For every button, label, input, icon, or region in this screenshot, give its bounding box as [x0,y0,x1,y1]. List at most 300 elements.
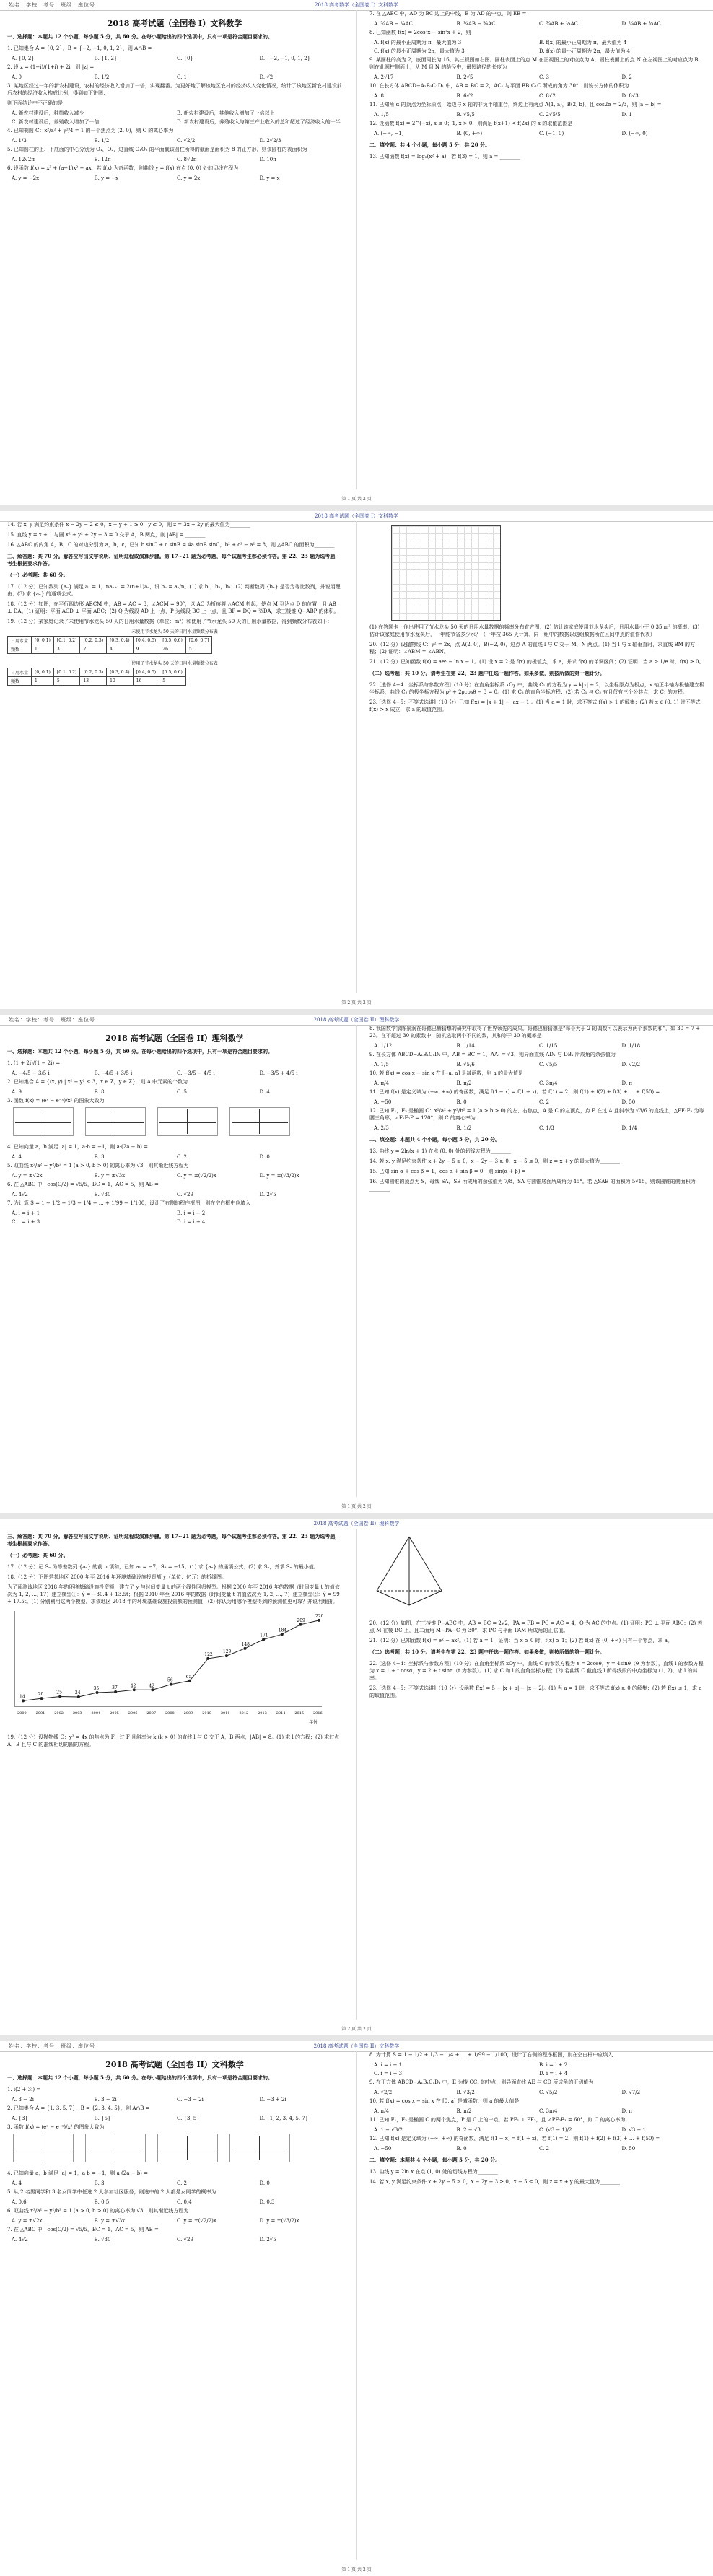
answer-option: D. 新农村建设后，养殖收入与第三产业收入的总和超过了经济收入的一半 [177,119,341,125]
question-text: 15. 已知 sin α + cos β = 1，cos α + sin β = 0，则 sin(α + β) = ________ [369,1169,548,1174]
pyramid-diagram [369,1533,449,1612]
answer-option: D. ¼AB + ¾AC [621,21,661,27]
left-column [7,521,342,993]
answer-option: B. √5/6 [456,1062,475,1067]
answer-options [369,1125,704,1132]
answer-option: B. π/2 [456,1080,472,1086]
question-text: 10. 若 f(x) = cos x − sin x 在 [−a, a] 是减函数，则 a 的最大值是 [369,1070,524,1076]
answer-options [369,2108,704,2115]
question-text: 14. 若 x, y 满足约束条件 x − 2y − 2 ≤ 0，x − y + 1 ≥ 0，y ≤ 0，则 z = 3x + 2y 的最大值为________ [7,522,250,528]
answer-options [7,2199,342,2206]
answer-options [7,110,342,117]
answer-option: A. y = ±√2x [12,2218,43,2224]
question-text: 15. 直线 y = x + 1 与圆 x² + y² + 2y − 3 = 0 交于 A，B 两点，则 |AB| = ________ [7,532,206,538]
x-tick-label: 2014 [276,1711,286,1716]
answer-option: A. 2/3 [374,1125,389,1131]
table-cell: 9 [133,645,159,654]
answer-option: C. 2 [177,2180,188,2186]
answer-option: D. 2√5 [259,1192,276,1197]
question-text: 13. 已知函数 f(x) = log₂(x² + a)，若 f(3) = 1，则 a = ________ [369,154,520,160]
question-text: 5. 从 2 名男同学和 3 名女同学中任选 2 人参加社区服务，则选中的 2 人都是女同学的概率为 [7,2189,216,2195]
question-text: 9. 某圆柱的高为 2，底面周长为 16，其三视图如右图。圆柱表面上的点 M 在正视图上的对应点为 A，圆柱表面上的点 N 在左视图上的对应点为 B，则在此圆柱侧面上，从 M 到 N 的路径中，最短路径的长度为 [369,57,704,70]
left-column [7,1529,342,2020]
answer-option: B. ¼AB − ¾AC [456,21,496,27]
question-text: 7. 为计算 S = 1 − 1/2 + 1/3 − 1/4 + … + 1/99 − 1/100，设计了右侧的程序框图，则在空白框中应填入 [7,1200,251,1206]
data-label: 220 [315,1613,324,1619]
question-text: 16. 已知圆锥的顶点为 S，母线 SA，SB 所成角的余弦值为 7/8，SA 与圆锥底面所成角为 45°。若 △SAB 的面积为 5√15，则该圆锥的侧面积为________ [369,1179,696,1192]
answer-option: C. 1/15 [539,1043,558,1049]
answer-option: D. √3 − 1 [621,2127,646,2133]
question-text: 6. 在 △ABC 中，cos(C/2) = √5/5，BC = 1，AC = 5，则 AB = [7,1182,159,1187]
answer-option: A. 4 [12,1154,22,1160]
exam-page [0,1519,713,2035]
left-column [7,10,342,489]
answer-option: C. 2 [539,2146,550,2152]
data-point [58,1695,61,1698]
answer-option: B. √5/5 [456,112,475,118]
x-axis-label: 年份 [309,1720,318,1725]
question-text: 7. 在 △ABC 中，AD 为 BC 边上的中线，E 为 AD 的中点，则 EB = [369,11,527,17]
section-instructions: 一、选择题：本题共 12 个小题，每小题 5 分，共 60 分。在每小题给出的四个选项中，只有一项是符合题目要求的。 [7,2074,273,2081]
answer-option: C. 5 [177,1089,188,1095]
question-text: 9. 在正方体 ABCD−A₁B₁C₁D₁ 中，E 为棱 CC₁ 的中点，则异面直线 AE 与 CD 所成角的正切值为 [369,2079,594,2085]
answer-option: C. {0} [177,56,193,61]
question-text: 17.（12 分）记 Sₙ 为等差数列 {aₙ} 的前 n 项和，已知 a₁ = −7，S₃ = −15。(1) 求 {aₙ} 的通项公式；(2) 求 Sₙ，并求 Sₙ 的最小值。 [7,1564,319,1570]
graph-option [157,2134,218,2162]
answer-option: A. {0, 2} [12,56,35,61]
question-text: 19.（12 分）某家庭记录了未使用节水龙头 50 天的日用水量数据（单位：m³）和使用了节水龙头 50 天的日用水量数据，得到频数分布表如下： [7,619,333,624]
answer-option: D. {1, 2, 3, 4, 5, 7} [259,2116,309,2121]
answer-options [369,2070,704,2077]
data-label: 37 [112,1685,118,1690]
table-cell: [0.4, 0.5) [133,637,159,645]
page-header [0,1519,713,1529]
question-text: 1. 已知集合 A = {0, 2}，B = {−2, −1, 0, 1, 2}，则 A∩B = [7,45,152,51]
answer-option: A. y = −2x [12,175,40,181]
answer-option: C. (√3 − 1)/2 [539,2127,572,2133]
exam-page [0,0,713,505]
answer-option: D. y = x [259,175,280,181]
answer-option: C. 0.4 [177,2199,192,2205]
column-divider [356,2051,357,2560]
question-text: 3. 函数 f(x) = (eˣ − e⁻ˣ)/x² 的图象大致为 [7,2124,105,2130]
answer-option: C. √2/2 [177,138,196,144]
question-text: 18.（12 分）下图是某地区 2000 年至 2016 年环境基础设施投资额 y（单位：亿元）的折线图。 [7,1574,227,1580]
answer-option: B. y = ±√3x [94,2218,126,2224]
answer-option: B. {1, 2} [94,56,118,61]
answer-option: B. 2√5 [456,74,473,80]
answer-options [369,1099,704,1106]
section-instructions: 一、选择题：本题共 12 个小题，每小题 5 分，共 60 分。在每小题给出的四个选项中，只有一项是符合题目要求的。 [7,33,273,40]
question-text: 13. 曲线 y = 2ln x 在点 (1, 0) 处的切线方程为________ [369,2169,498,2175]
answer-options [7,2236,342,2243]
answer-option: C. 1/3 [539,1125,554,1131]
answer-options [7,2115,342,2122]
running-title: 2018 高考试题（全国卷 II）理科数学 [313,1017,400,1023]
answer-option: C. −3 − 2i [177,2097,204,2103]
question-text: 1. (1 + 2i)/(1 − 2i) = [7,1060,61,1066]
data-label: 42 [130,1683,136,1689]
question-text: 4. 已知椭圆 C：x²/a² + y²/4 = 1 的一个焦点为 (2, 0)，则 C 的离心率为 [7,128,174,134]
data-point [281,1633,284,1636]
right-column [369,2051,704,2560]
section-heading: （二）选考题：共 10 分。请考生在第 22、23 题中任选一题作答。如果多做，则按所做的第一题计分。 [369,670,605,676]
data-label: 25 [56,1690,62,1695]
answer-options [7,1218,342,1226]
answer-option: A. y = ±√2x [12,1173,43,1179]
question-text: 3. 某地区经过一年的新农村建设，农村的经济收入增加了一倍，实现翻番。为更好地了解该地区农村的经济收入变化情况，统计了该地区新农村建设前后农村的经济收入构成比例，得到如下饼图： [7,83,342,96]
question-text: 11. 已知 F₁，F₂ 是椭圆 C 的两个焦点，P 是 C 上的一点，若 PF₁ ⊥ PF₂，且 ∠PF₂F₁ = 60°，则 C 的离心率为 [369,2117,626,2123]
data-point [170,1683,172,1686]
table-cell: [0.2, 0.3) [80,668,107,677]
answer-option: D. 10π [259,157,276,162]
question-text: 19.（12 分）设抛物线 C：y² = 4x 的焦点为 F，过 F 且斜率为 k (k > 0) 的直线 l 与 C 交于 A，B 两点，|AB| = 8。(1) 求 l 的方程；(2) 求过点 A，B 且与 C 的准线相切的圆的方程。 [7,1734,340,1747]
answer-options [7,1088,342,1096]
answer-options [7,2096,342,2103]
answer-option: C. ¾AB + ¼AC [539,21,579,27]
answer-option: B. √3/2 [456,2090,475,2095]
answer-options [369,1042,704,1049]
x-tick-label: 2011 [220,1711,230,1716]
question-text: 4. 已知向量 a，b 满足 |a| = 1，a·b = −1，则 a·(2a − b) = [7,1144,149,1150]
series-line [23,1617,319,1701]
graph-option [13,1107,74,1136]
x-tick-label: 2000 [17,1711,27,1716]
page-number: 第 2 页 共 2 页 [341,1000,372,1005]
answer-option: D. y = ±(√3/2)x [259,1173,299,1179]
data-label: 122 [204,1651,213,1657]
answer-option: C. 2 [177,1154,188,1160]
answer-option: A. {3} [12,2116,28,2121]
right-column [369,1025,704,1497]
section-heading: （二）选考题：共 10 分。请考生在第 22、23 题中任选一题作答。如果多做，则按所做的第一题计分。 [369,1649,605,1655]
data-point [206,1657,209,1660]
answer-option: D. 1 [621,112,632,118]
section-heading: 二、填空题：本题共 4 个小题，每小题 5 分，共 20 分。 [369,2157,501,2163]
student-info-label: 姓名：学校：考号：班级：座位号 [9,2043,95,2049]
answer-option: C. y = ±(√2/2)x [177,1173,216,1179]
question-text: 21.（12 分）已知函数 f(x) = aeˣ − ln x − 1。(1) 设 x = 2 是 f(x) 的极值点，求 a，并求 f(x) 的单调区间；(2) 证明：当 a ≥ 1/e 时，f(x) ≥ 0。 [369,659,704,665]
question-text: 6. 设函数 f(x) = x³ + (a−1)x² + ax，若 f(x) 为奇函数，则曲线 y = f(x) 在点 (0, 0) 处的切线方程为 [7,165,239,171]
answer-option: A. 0 [12,74,22,80]
page-header [0,511,713,522]
answer-option: C. 3π/4 [539,2108,558,2114]
answer-option: B. 12π [94,157,111,162]
data-label: 129 [222,1649,232,1655]
page-number: 第 1 页 共 2 页 [341,1504,372,1509]
section-heading: 三、解答题：共 70 分。解答应写出文字说明、证明过程或演算步骤。第 17~21 题为必考题，每个试题考生都必须作答。第 22、23 题为选考题，考生根据要求作答。 [7,1533,341,1547]
question-text: 23. [选修 4−5：不等式选讲]（10 分）已知 f(x) = |x + 1| − |ax − 1|。(1) 当 a = 1 时，求不等式 f(x) > 1 的解集；(2) 若 x ∈ (0, 1) 时不等式 f(x) > x 成立，求 a 的取值范围。 [369,699,701,712]
answer-options [7,118,342,126]
question-text: 22. [选修 4−4：坐标系与参数方程]（10 分）在直角坐标系 xOy 中，曲线 C₁ 的方程为 y = k|x| + 2，以坐标原点为极点，x 轴正半轴为极轴建立极坐标系，曲线 C₂ 的极坐标方程为 ρ² + 2ρcosθ − 3 = 0。(1) 求 C₂ 的直角坐标方程；(2) 若 C₁ 与 C₂ 有且仅有三个公共点，求 C₁ 的方程。 [369,682,704,695]
histogram-grid [391,525,501,621]
exam-page [0,1015,713,1513]
graph-option [229,2134,290,2162]
section-heading: 三、解答题：共 70 分。解答应写出文字说明、证明过程或演算步骤。第 17~21 题为必考题，每个试题考生都必须作答。第 22、23 题为选考题，考生根据要求作答。 [7,553,341,567]
answer-options [369,20,704,27]
page-number: 第 2 页 共 2 页 [341,2027,372,2032]
question-text: 10. 若 f(x) = cos x − sin x 在 [0, a] 是减函数，则 a 的最大值是 [369,2098,520,2104]
table-cell: 2 [80,645,107,654]
graph-option [85,2134,146,2162]
answer-option: C. y = ±(√2/2)x [177,2218,216,2224]
answer-option: C. f(x) 的最小正周期为 2π，最大值为 3 [374,48,465,54]
frequency-table [7,668,186,686]
table-cell: [0.2, 0.3) [80,637,107,645]
running-title: 2018 高考数学（全国卷 I）文科数学 [314,2,399,8]
answer-option: C. √29 [177,1192,193,1197]
answer-options [369,2089,704,2096]
table-cell: [0.5, 0.6) [159,668,186,677]
answer-options [369,48,704,55]
data-point [133,1688,136,1691]
answer-option: C. 3π/4 [539,1080,558,1086]
table-cell: 5 [159,677,186,686]
question-text: 17.（12 分）已知数列 {aₙ} 满足 a₁ = 1，naₙ₊₁ = 2(n+1)aₙ，设 bₙ = aₙ/n。(1) 求 b₁，b₂，b₃；(2) 判断数列 {bₙ} 是否为等比数列，并说明理由；(3) 求 {aₙ} 的通项公式。 [7,584,341,597]
answer-option: B. 3 + 2i [94,2097,117,2103]
right-column [369,1529,704,2020]
data-point [151,1688,154,1691]
answer-option: B. √30 [94,1192,111,1197]
answer-options [369,1080,704,1087]
answer-option: D. 2 [621,74,632,80]
question-text: 8. 我国数学家陈景润在哥德巴赫猜想的研究中取得了世界领先的成果。哥德巴赫猜想是“每个大于 2 的偶数可以表示为两个素数的和”，如 30 = 7 + 23。在不超过 30 的素数中，随机选取两个不同的数，其和等于 30 的概率是 [369,1026,700,1039]
data-point [318,1619,320,1622]
left-column [7,2051,342,2560]
answer-option: B. 8 [94,1089,105,1095]
question-text: 7. 在 △ABC 中，cos(C/2) = √5/5，BC = 1，AC = 5，则 AB = [7,2227,159,2232]
answer-option: A. 4 [12,2180,22,2186]
frequency-table [7,636,212,654]
question-text: 16. △ABC 的内角 A，B，C 的对边分别为 a，b，c，已知 b sinC + c sinB = 4a sinB sinC，b² + c² − a² = 8，则 △ABC 的面积为________ [7,542,335,548]
question-text: 11. 已知角 α 的顶点为坐标原点，始边与 x 轴的非负半轴重合，终边上有两点 A(1, a)，B(2, b)，且 cos2α = 2/3，则 |a − b| = [369,102,662,108]
table-cell: 5 [185,645,212,654]
answer-option: D. −3/5 + 4/5 i [259,1070,298,1076]
x-tick-label: 2008 [165,1711,175,1716]
graph-options [13,2134,342,2164]
exam-page [0,2041,713,2576]
table-cell: 日用水量 [8,668,32,677]
x-tick-label: 2001 [35,1711,45,1716]
data-point [244,1647,247,1650]
answer-option: A. 9 [12,1089,22,1095]
data-point [114,1690,117,1693]
question-text: 9. 在长方体 ABCD−A₁B₁C₁D₁ 中，AB = BC = 1，AA₁ = √3，则异面直线 AD₁ 与 DB₁ 所成角的余弦值为 [369,1052,616,1057]
answer-option: B. π/2 [456,2108,472,2114]
x-tick-label: 2013 [258,1711,267,1716]
table-cell: 10 [107,677,134,686]
page-header [0,1015,713,1026]
answer-option: A. 2√17 [374,74,394,80]
answer-option: A. −4/5 − 3/5 i [12,1070,50,1076]
answer-option: B. 6√2 [456,93,473,99]
column-divider [356,10,357,489]
data-label: 42 [149,1683,155,1689]
question-text: 2. 设 z = (1−i)/(1+i) + 2i，则 |z| = [7,64,95,70]
answer-options [369,2145,704,2152]
answer-option: A. 1/5 [374,1062,389,1067]
answer-option: D. 1/4 [621,1125,637,1131]
table-cell: [0.3, 0.4) [107,668,134,677]
data-label: 24 [74,1690,81,1695]
answer-options [7,175,342,182]
table-cell: 16 [133,677,159,686]
answer-option: A. ¾AB − ¼AC [374,21,414,27]
answer-option: D. y = ±(√3/2)x [259,2218,299,2224]
answer-options [7,2217,342,2224]
answer-options [369,130,704,137]
graph-option [85,1107,146,1136]
x-tick-label: 2005 [110,1711,119,1716]
data-label: 184 [278,1628,287,1633]
answer-option: D. −3 + 2i [259,2097,286,2103]
answer-option: D. √7/2 [621,2090,641,2095]
answer-option: C. (−1, 0) [539,131,564,136]
question-text: 22. [选修 4−4：坐标系与参数方程]（10 分）在直角坐标系 xOy 中，曲线 C 的参数方程为 x = 2cosθ，y = 4sinθ（θ 为参数），直线 l 的参数方程为 x = 1 + t cosα，y = 2 + t sinα（t 为参数）。(1) 求 C 和 l 的直角坐标方程；(2) 若曲线 C 截直线 l 所得线段的中点坐标为 (1, 2)，求 l 的斜率。 [369,1661,704,1681]
answer-option: C. −3/5 − 4/5 i [177,1070,215,1076]
answer-option: D. 0.3 [259,2199,275,2205]
answer-options [369,74,704,81]
graph-option [229,1107,290,1136]
answer-option: B. 1/2 [456,1125,472,1131]
table-cell: 26 [159,645,186,654]
answer-option: D. √2 [259,74,274,80]
answer-option: B. 1/2 [94,138,110,144]
answer-options [7,2180,342,2187]
answer-options [369,2061,704,2069]
question-text: 8. 为计算 S = 1 − 1/2 + 1/3 − 1/4 + … + 1/99 − 1/100，设计了右侧的程序框图，则在空白框中应填入 [369,2052,613,2058]
answer-option: B. {5} [94,2116,111,2121]
table-cell: [0.4, 0.5) [133,668,159,677]
data-label: 14 [19,1694,25,1700]
section-heading: 二、填空题：共 4 个小题，每小题 5 分，共 20 分。 [369,141,491,148]
table-cell: [0.5, 0.6) [159,637,186,645]
question-text: 20.（12 分）设抛物线 C：y² = 2x，点 A(2, 0)，B(−2, 0)，过点 A 的直线 l 与 C 交于 M，N 两点。(1) 当 l 与 x 轴垂直时，求直线 BM 的方程；(2) 证明：∠ABM = ∠ABN。 [369,642,695,655]
answer-options [369,1061,704,1068]
answer-option: C. 1 [177,74,188,80]
data-point [22,1699,25,1702]
answer-options [7,1153,342,1161]
question-text: 5. 已知圆柱的上、下底面的中心分别为 O₁，O₂，过直线 O₁O₂ 的平面截该圆柱所得的截面是面积为 8 的正方形，则该圆柱的表面积为 [7,147,307,152]
x-tick-label: 2006 [128,1711,138,1716]
table-cell: [0, 0.1) [32,637,54,645]
answer-option: B. 新农村建设后，其他收入增加了一倍以上 [177,110,275,116]
table-cell: 3 [53,645,80,654]
question-text: 11. 已知 f(x) 是定义域为 (−∞, +∞) 的奇函数，满足 f(1 − x) = f(1 + x)。若 f(1) = 2，则 f(1) + f(2) + f(3) + … + f(50) = [369,1089,660,1095]
answer-option: D. (−∞, 0) [621,131,648,136]
data-label: 35 [93,1686,100,1692]
answer-option: D. π [621,1080,632,1086]
answer-option: A. 4√2 [12,2237,28,2243]
answer-options [7,55,342,62]
data-point [77,1695,80,1698]
question-text: 23. [选修 4−5：不等式选讲]（10 分）设函数 f(x) = 5 − |x + a| − |x − 2|。(1) 当 a = 1 时，求不等式 f(x) ≥ 0 的解集；(2) 若 f(x) ≤ 1，求 a 的取值范围。 [369,1685,702,1698]
table-cell: [0, 0.1) [32,668,54,677]
section-heading: （一）必考题：共 60 分。 [7,1552,69,1558]
answer-options [7,156,342,163]
column-divider [356,1025,357,1497]
question-text: 3. 函数 f(x) = (eˣ − e⁻ˣ)/x² 的图象大致为 [7,1098,105,1104]
answer-option: C. {3, 5} [177,2116,200,2121]
left-column [7,1025,342,1497]
table-cell: 13 [80,677,107,686]
answer-option: C. 2 [539,1099,550,1105]
answer-option: B. −4/5 + 3/5 i [94,1070,133,1076]
x-tick-label: 2012 [239,1711,249,1716]
answer-option: A. −50 [374,1099,392,1105]
answer-option: C. y = 2x [177,175,201,181]
answer-option: A. f(x) 的最小正周期为 π，最大值为 3 [374,40,462,45]
x-tick-label: 2007 [146,1711,157,1716]
answer-option: B. 3 [94,2180,105,2186]
section-heading: （一）必考题：共 60 分。 [7,572,69,578]
question-text: 2. 已知集合 A = {(x, y) | x² + y² ≤ 3，x ∈ Z，y ∈ Z}，则 A 中元素的个数为 [7,1079,188,1085]
answer-options [369,2126,704,2134]
table-cell: 1 [32,645,54,654]
answer-option: D. 4 [259,1089,270,1095]
question-text: 18.（12 分）如图，在平行四边形 ABCM 中，AB = AC = 3，∠ACM = 90°，以 AC 为折痕将 △ACM 折起，使点 M 到达点 D 的位置，且 AB ⊥ DA。(1) 证明：平面 ACD ⊥ 平面 ABC；(2) Q 为线段 AD 上一点，P 为线段 BC 上一点，且 BP = DQ = ⅔DA，求三棱锥 Q−ABP 的体积。 [7,601,339,614]
answer-option: B. i = i + 2 [539,2062,568,2068]
answer-option: C. 新农村建设后，养殖收入增加了一倍 [12,119,100,125]
graph-options [13,1107,342,1138]
running-title: 2018 高考试题（全国卷 II）文科数学 [313,2043,400,2049]
answer-option: D. 50 [621,2146,636,2152]
answer-option: A. 0.6 [12,2199,27,2205]
table-cell: [0.1, 0.2) [53,668,80,677]
answer-option: C. √29 [177,2237,193,2243]
question-text: 则下面结论中不正确的是 [7,100,63,106]
x-tick-label: 2009 [183,1711,193,1716]
answer-option: D. i = i + 4 [177,1219,206,1225]
exam-title: 2018 高考试题（全国卷 I）文科数学 [107,19,242,28]
answer-option: A. 3 − 2i [12,2097,34,2103]
question-text: 14. 若 x, y 满足约束条件 x + 2y − 5 ≥ 0，x − 2y + 3 ≥ 0，x − 5 ≤ 0，则 z = x + y 的最大值为________ [369,2179,620,2185]
table-cell: 1 [32,677,54,686]
table-cell: 频数 [8,645,32,654]
answer-option: C. 8√2 [539,93,556,99]
answer-option: A. 1/3 [12,138,27,144]
table-cell: [0.6, 0.7] [185,637,212,645]
answer-option: D. π [621,2108,632,2114]
answer-option: A. (−∞, −1] [374,131,404,136]
question-text: 21.（12 分）已知函数 f(x) = eˣ − ax²。(1) 若 a = 1，证明：当 x ≥ 0 时，f(x) ≥ 1；(2) 若 f(x) 在 (0, +∞) 只有一个零点，求 a。 [369,1638,673,1643]
answer-options [7,137,342,144]
page-number: 第 1 页 共 2 页 [341,2567,372,2572]
answer-options [7,1172,342,1179]
x-tick-label: 2016 [313,1711,323,1716]
answer-option: D. 0 [259,2180,270,2186]
answer-option: A. i = i + 1 [374,2062,403,2068]
table-cell: 4 [107,645,134,654]
answer-option: C. 8√2π [177,157,197,162]
table-cell: 5 [53,677,80,686]
page-header [0,0,713,11]
question-text: 20.（12 分）如图，在三棱锥 P−ABC 中，AB = BC = 2√2，PA = PB = PC = AC = 4，O 为 AC 的中点。(1) 证明：PO ⊥ 平面 ABC；(2) 若点 M 在棱 BC 上，且二面角 M−PA−C 为 30°，求 PC 与平面 PAM 所成角的正弦值。 [369,1620,703,1633]
answer-option: A. 8 [374,93,384,99]
student-info-label: 姓名：学校：考号：班级：座位号 [9,1017,95,1023]
data-label: 65 [185,1674,192,1680]
answer-option: A. π/4 [374,2108,389,2114]
table-cell: [0.1, 0.2) [53,637,80,645]
exam-title: 2018 高考试题（全国卷 II）文科数学 [105,2060,244,2069]
answer-option: B. (0, +∞) [456,131,483,136]
question-text: 14. 若 x, y 满足约束条件 x + 2y − 5 ≥ 0，x − 2y + 3 ≥ 0，x − 5 ≤ 0，则 z = x + y 的最大值为________ [369,1158,620,1164]
section-heading: 二、填空题：本题共 4 个小题，每小题 5 分，共 20 分。 [369,1136,501,1143]
answer-option: B. i = i + 2 [177,1210,206,1216]
answer-option: B. 1/2 [94,74,110,80]
answer-option: C. i = i + 3 [12,1219,40,1225]
data-point [96,1691,99,1694]
